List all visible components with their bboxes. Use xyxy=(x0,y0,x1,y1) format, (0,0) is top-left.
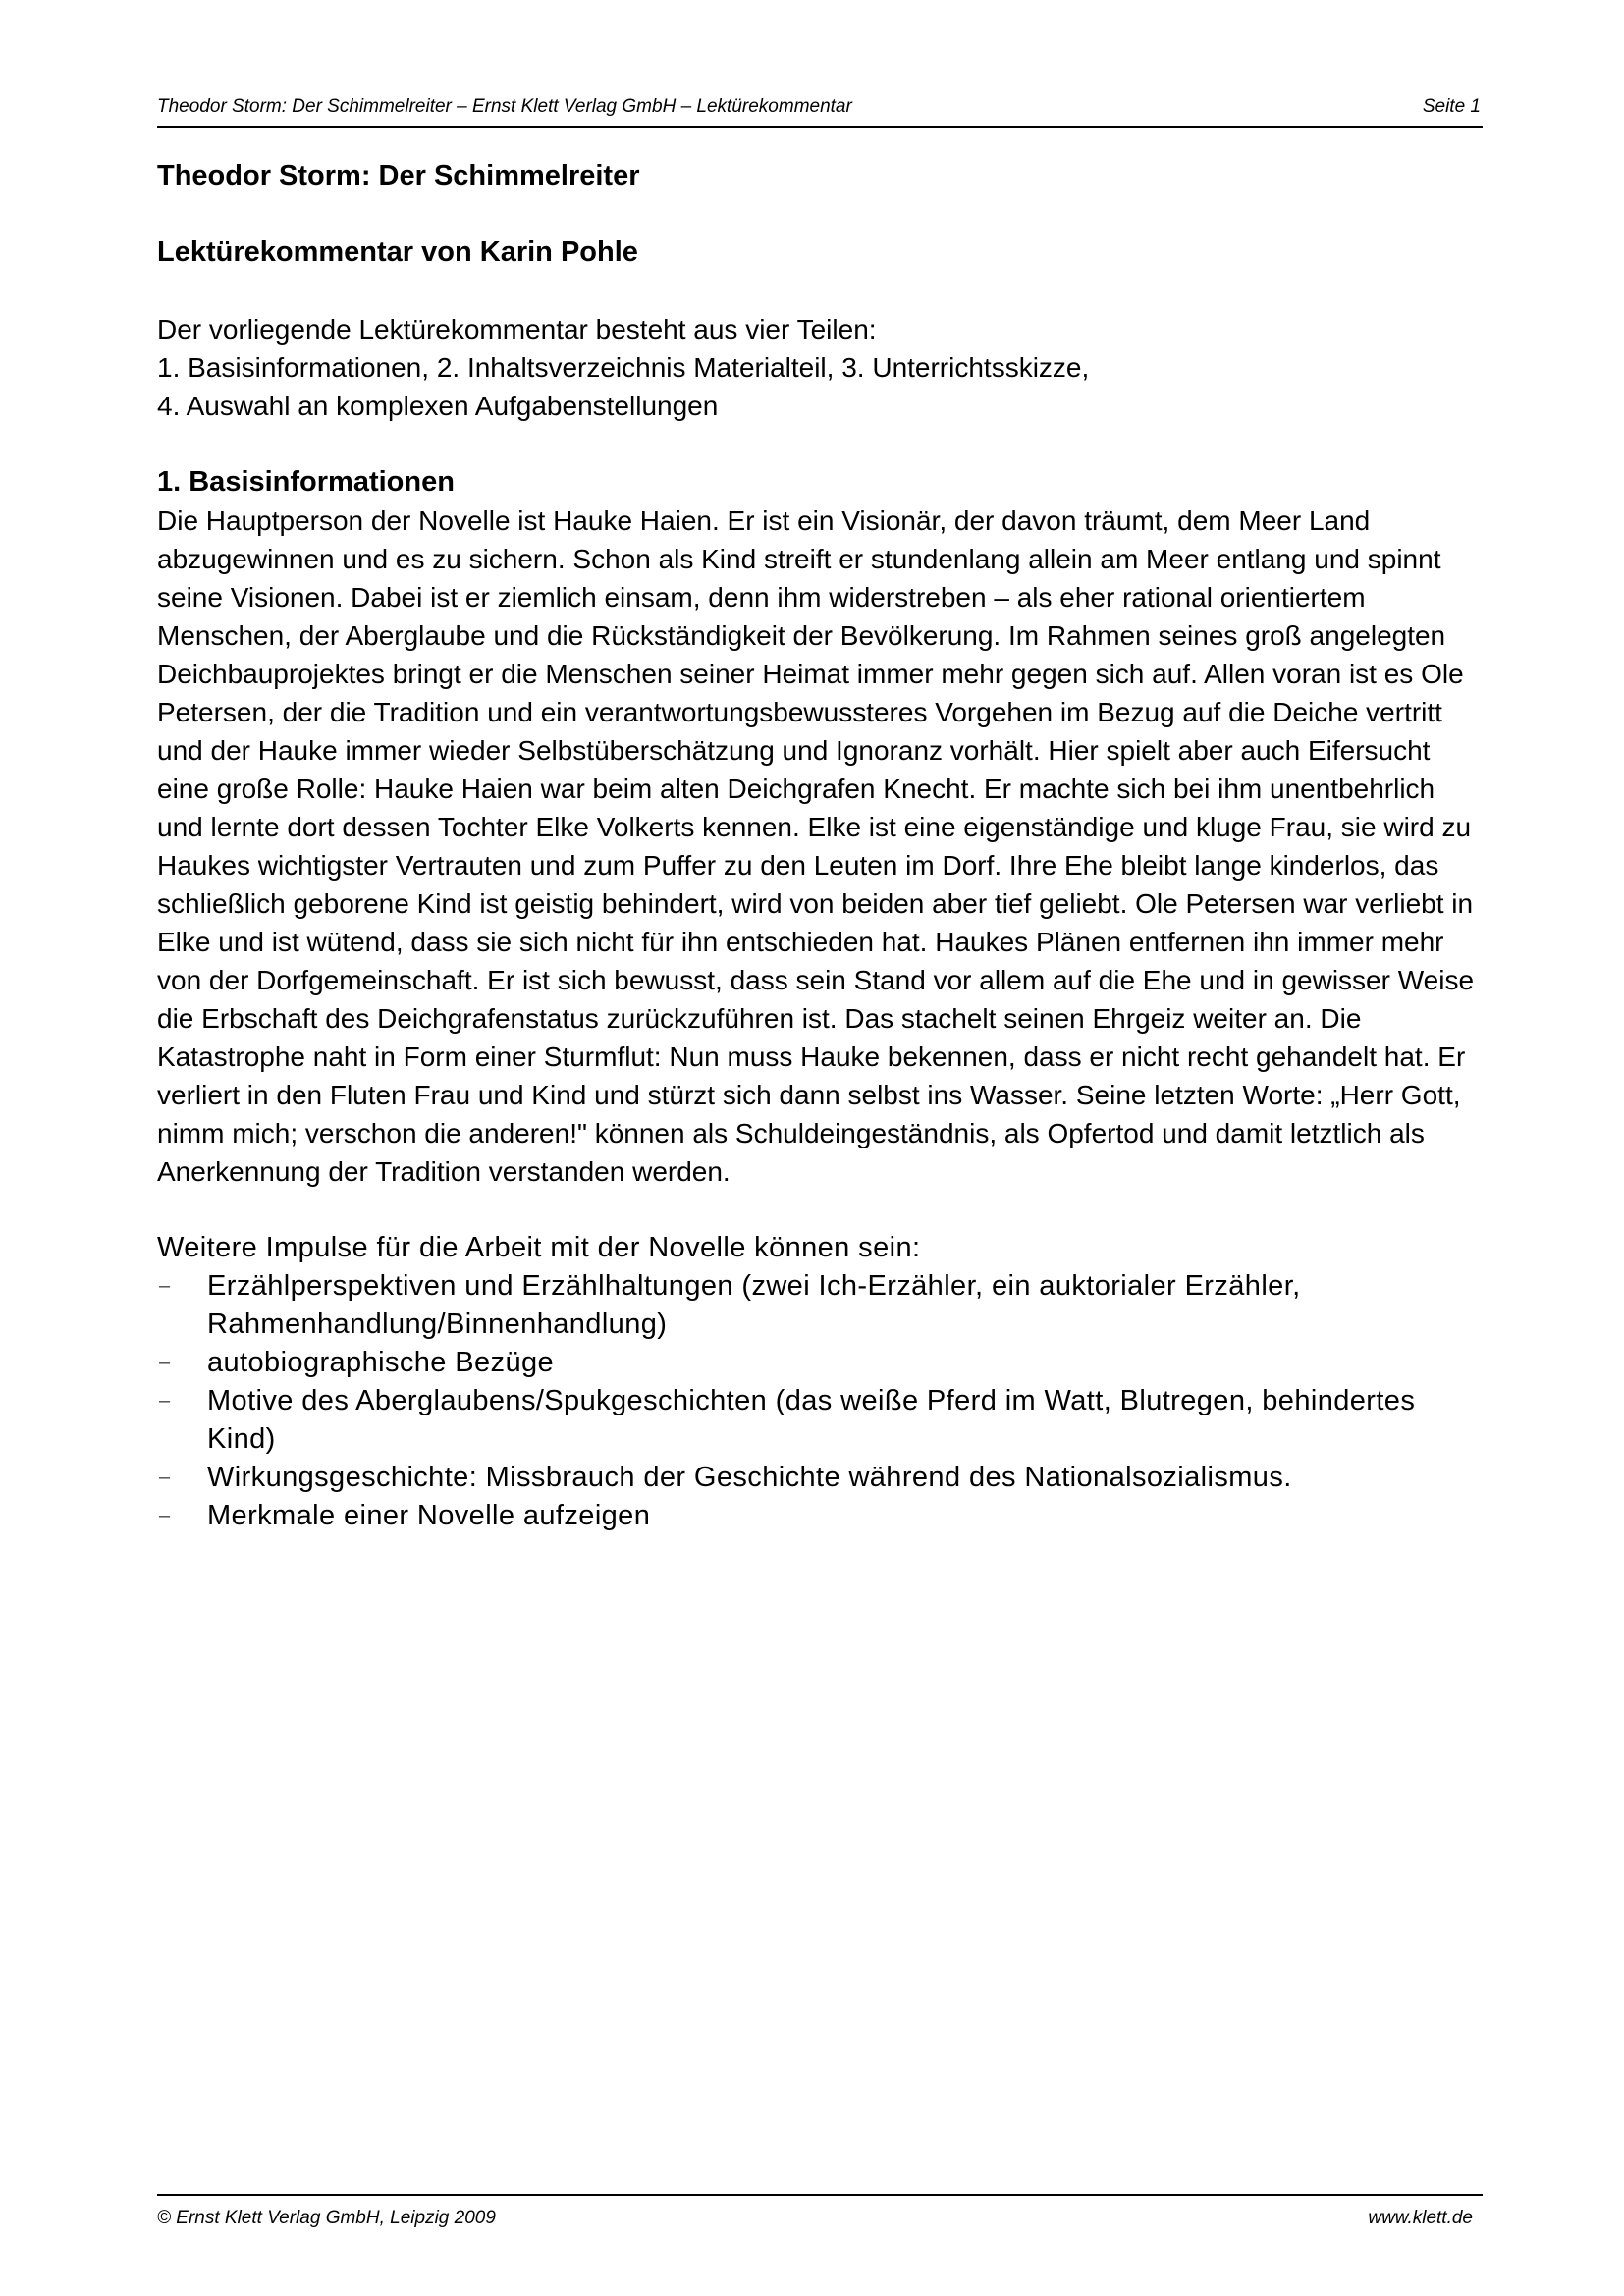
list-item xyxy=(157,1459,1483,1497)
page-footer xyxy=(157,2194,1483,2235)
bullet-dash: – xyxy=(159,1467,171,1488)
list-item xyxy=(157,1344,1483,1382)
intro-line: 1. Basisinformationen, 2. Inhaltsverzeichnis Materialteil, 3. Unterrichtsskizze, xyxy=(157,352,1090,383)
intro-line: Der vorliegende Lektürekommentar besteht aus vier Teilen: xyxy=(157,314,877,345)
document-body xyxy=(157,157,1483,1535)
document-title: Theodor Storm: Der Schimmelreiter xyxy=(157,160,640,191)
page-number: Seite 1 xyxy=(1422,96,1481,117)
document-subtitle: Lektürekommentar von Karin Pohle xyxy=(157,237,638,268)
list-item-text: Motive des Aberglaubens/Spukgeschichten (das weiße Pferd im Watt, Blutregen, behindertes Kind) xyxy=(207,1385,1416,1455)
impulses-list xyxy=(157,1267,1483,1535)
list-item-text: Wirkungsgeschichte: Missbrauch der Geschichte während des Nationalsozialismus. xyxy=(207,1462,1292,1493)
list-item-text: Merkmale einer Novelle aufzeigen xyxy=(207,1500,651,1531)
section-heading: 1. Basisinformationen xyxy=(157,466,455,498)
intro-line: 4. Auswahl an komplexen Aufgabenstellungen xyxy=(157,391,719,421)
list-item xyxy=(157,1382,1483,1459)
header-title: Theodor Storm: Der Schimmelreiter – Ernst Klett Verlag GmbH – Lektürekommentar xyxy=(157,96,852,117)
section-body: Die Hauptperson der Novelle ist Hauke Haien. Er ist ein Visionär, der davon träumt, dem Meer Land abzugewinnen und es zu sichern. Schon als Kind streift er stundenlang allein am Meer entlang und spinnt seine Visionen. Dabei ist er ziemlich einsam, denn ihm widerstreben – als eher rational orientiertem Menschen, der Aberglaube und die Rückständigkeit der Bevölkerung. Im Rahmen seines groß angelegten Deichbauprojektes bringt er die Menschen seiner Heimat immer mehr gegen sich auf. Allen voran ist es Ole Petersen, der die Tradition und ein verantwortungsbewussteres Vorgehen im Bezug auf die Deiche vertritt und der Hauke immer wieder Selbstüberschätzung und Ignoranz vorhält. Hier spielt aber auch Eifersucht eine große Rolle: Hauke Haien war beim alten Deichgrafen Knecht. Er machte sich bei ihm unentbehrlich und lernte dort dessen Tochter Elke Volkerts kennen. Elke ist eine eigenständige und kluge Frau, sie wird zu Haukes wichtigster Vertrauten und zum Puffer zu den Leuten im Dorf. Ihre Ehe bleibt lange kinderlos, das schließlich geborene Kind ist geistig behindert, wird von beiden aber tief geliebt. Ole Petersen war verliebt in Elke und ist wütend, dass sie sich nicht für ihn entschieden hat. Haukes Plänen entfernen ihn immer mehr von der Dorfgemeinschaft. Er ist sich bewusst, dass sein Stand vor allem auf die Ehe und in gewisser Weise die Erbschaft des Deichgrafenstatus zurückzuführen ist. Das stachelt seinen Ehrgeiz weiter an. Die Katastrophe naht in Form einer Sturmflut: Nun muss Hauke bekennen, dass er nicht recht gehandelt hat. Er verliert in den Fluten Frau und Kind und stürzt sich dann selbst ins Wasser. Seine letzten Worte: „Herr Gott, nimm mich; verschon die anderen!" können als Schuldeingeständnis, als Opfertod und damit letztlich als Anerkennung der Tradition verstanden werden. xyxy=(157,506,1475,1187)
bullet-dash: – xyxy=(159,1390,171,1412)
copyright-text: © Ernst Klett Verlag GmbH, Leipzig 2009 xyxy=(157,2208,496,2228)
intro-block xyxy=(157,310,1483,425)
website-link[interactable]: www.klett.de xyxy=(1368,2208,1473,2228)
page-header xyxy=(157,96,1483,128)
list-item-text: Erzählperspektiven und Erzählhaltungen (zwei Ich-Erzähler, ein auktorialer Erzähler, Rahmenhandlung/Binnenhandlung) xyxy=(207,1270,1301,1340)
bullet-dash: – xyxy=(159,1352,171,1373)
bullet-dash: – xyxy=(159,1505,171,1526)
list-item xyxy=(157,1267,1483,1344)
list-item xyxy=(157,1497,1483,1535)
list-item-text: autobiographische Bezüge xyxy=(207,1347,555,1378)
impulses-lead: Weitere Impulse für die Arbeit mit der Novelle können sein: xyxy=(157,1232,921,1263)
bullet-dash: – xyxy=(159,1275,171,1297)
